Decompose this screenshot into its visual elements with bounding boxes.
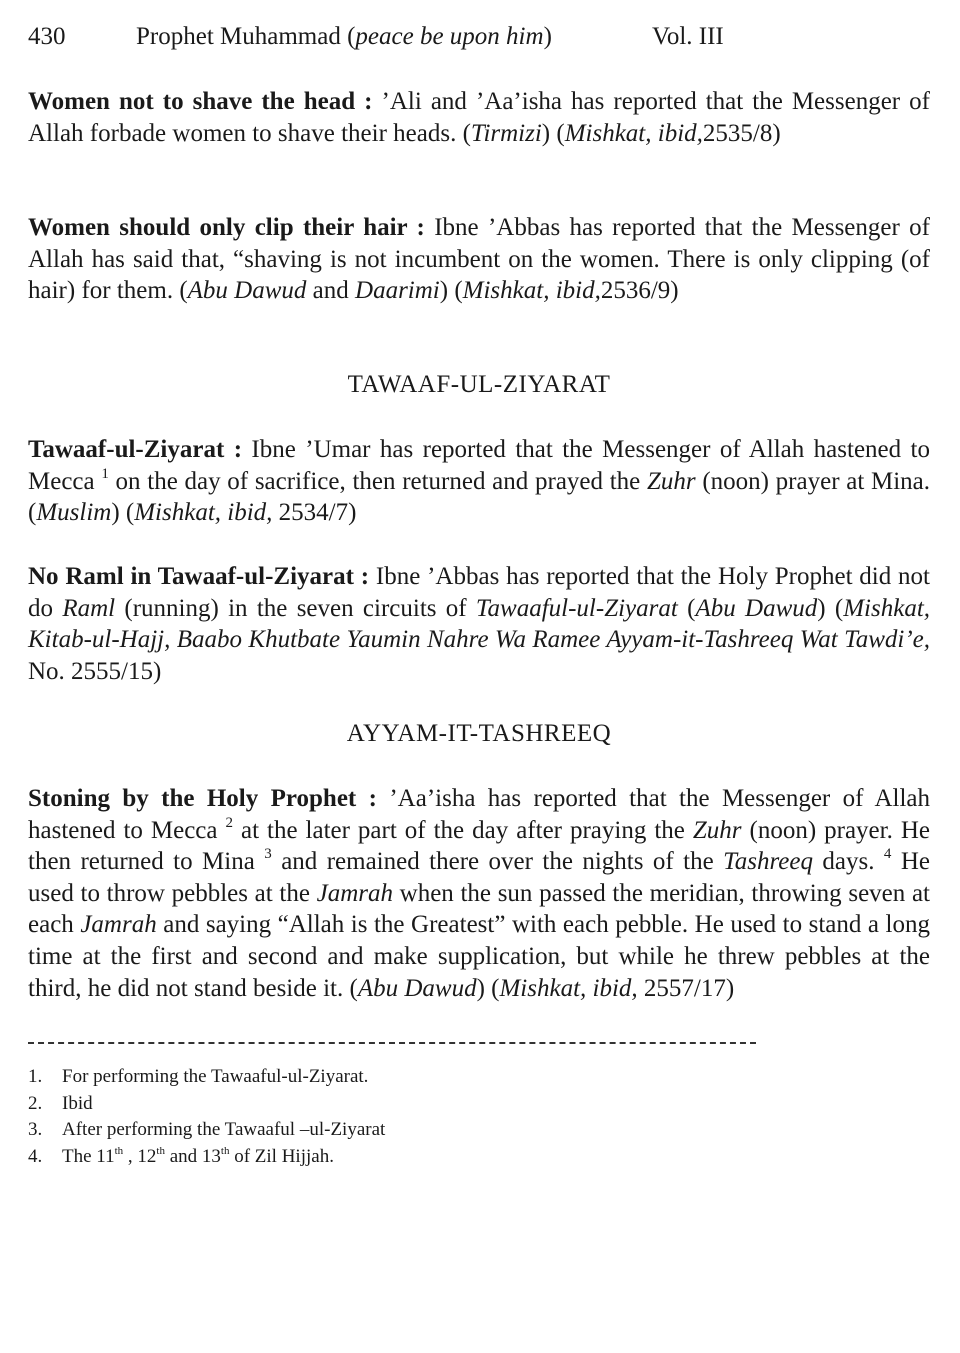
text-run: ) ( (541, 119, 565, 147)
text-run: of Zil Hijjah. (229, 1145, 334, 1167)
footnote-marker: th (220, 1144, 230, 1157)
text-run: 2536/9) (600, 277, 679, 305)
text-run: (noon) prayer. He then returned to Mina (28, 816, 930, 876)
paragraph-women-clip-hair (28, 212, 930, 307)
volume-label: Vol. III (652, 23, 724, 50)
text-run: and saying “Allah is the Greatest” with each pebble. He used to stand a long time at the first and second and make supplication, but while he threw pebbles at the third, he did not stand beside it. ( (28, 911, 930, 1002)
text-run: and 13 (164, 1145, 221, 1167)
footnote-item (28, 1064, 385, 1091)
book-title-main: Prophet Muhammad (136, 23, 341, 50)
text-run: He used to throw pebbles at the (28, 848, 930, 907)
text-run: and remained there over the nights of the (271, 848, 724, 876)
footnote-item (28, 1144, 385, 1171)
italic-citation: Mishkat, ibid, (134, 499, 273, 527)
footnotes-list (28, 1064, 385, 1170)
text-run: After performing the Tawaaful –ul-Ziyarat (62, 1119, 386, 1140)
text-run: ) ( (476, 974, 500, 1002)
book-title-honorific: peace be upon him (355, 23, 544, 50)
text-run: The 11 (62, 1145, 115, 1167)
footnote-number: 2. (28, 1092, 43, 1114)
paragraph-tawaaf-ul-ziyarat (28, 434, 930, 529)
footnote-marker: 1 (101, 465, 109, 482)
footnote-marker: th (114, 1144, 124, 1157)
text-run: on the day of sacrifice, then returned and prayed the (108, 467, 647, 495)
footnote-number: 1. (28, 1066, 43, 1087)
text-run: at the later part of the day after praying the (232, 816, 693, 844)
italic-citation: Abu Dawud (695, 594, 818, 622)
text-run: 2557/17) (637, 974, 735, 1002)
text-run: and (306, 277, 356, 305)
footnote-marker: 4 (883, 846, 892, 863)
italic-citation: Daarimi (355, 277, 440, 305)
text-run: (noon) prayer at Mina. ( (28, 467, 930, 527)
section-heading-ayyam-it-tashreeq: AYYAM-IT-TASHREEQ (346, 720, 612, 747)
italic-citation: Tawaaful-ul-Ziyarat (475, 594, 678, 622)
italic-citation: Mishkat, ibid, (564, 119, 703, 147)
paragraph-run-in-heading: Tawaaf-ul-Ziyarat : (28, 436, 243, 463)
paragraph-run-in-heading: Stoning by the Holy Prophet : (28, 785, 377, 812)
text-run: when the sun passed the meridian, throwing seven at each (28, 879, 930, 939)
italic-citation: Muslim (36, 499, 112, 527)
paragraph-women-not-shave (28, 86, 930, 149)
paragraph-no-raml (28, 561, 930, 687)
footnote-item (28, 1117, 385, 1144)
text-run: Ibne ’Umar has reported that the Messenger of Allah hastened to Mecca (28, 436, 930, 495)
paragraph-stoning (28, 783, 930, 1004)
text-run: ) ( (817, 594, 844, 622)
italic-citation: Jamrah (80, 911, 157, 939)
italic-citation: Mishkat, Kitab-ul-Hajj, Baabo Khutbate Yaumin Nahre Wa Ramee Ayyam-it-Tashreeq Wat Tawdi’e, (28, 594, 931, 654)
italic-citation: Mishkat, ibid, (499, 974, 638, 1002)
footnote-separator (28, 1042, 756, 1044)
footnote-item (28, 1091, 385, 1118)
text-run: Ibne ’Abbas has reported that the Messenger of Allah has said that, “shaving is not incumbent on the women. There is only clipping (of hair) for them. ( (28, 214, 930, 305)
page-number: 430 (28, 23, 66, 50)
text-run: , 12 (123, 1145, 157, 1167)
book-title: Prophet Muhammad (peace be upon him) (136, 23, 552, 50)
text-run: ’Aa’isha has reported that the Messenger of Allah hastened to Mecca (28, 785, 930, 844)
paragraph-run-in-heading: Women should only clip their hair : (28, 214, 425, 241)
italic-citation: Mishkat, ibid, (462, 277, 601, 305)
text-run: Ibne ’Abbas has reported that the Holy Prophet did not do (28, 563, 930, 622)
text-run: 2535/8) (702, 119, 781, 147)
text-run: ) ( (439, 277, 463, 305)
italic-citation: Abu Dawud (187, 277, 307, 305)
footnote-marker: 3 (264, 846, 272, 863)
text-run: days. (812, 848, 884, 876)
text-run: ’Ali and ’Aa’isha has reported that the Messenger of Allah forbade women to shave their heads. ( (28, 88, 930, 147)
italic-citation: Abu Dawud (357, 974, 477, 1002)
text-run: 2534/7) (272, 499, 357, 527)
paragraph-run-in-heading: Women not to shave the head : (28, 88, 373, 115)
footnote-number: 3. (28, 1119, 43, 1140)
italic-citation: Jamrah (316, 879, 393, 907)
footnote-marker: th (156, 1144, 165, 1157)
footnote-number: 4. (28, 1145, 43, 1167)
paragraph-run-in-heading: No Raml in Tawaaf-ul-Ziyarat : (28, 563, 370, 590)
text-run: For performing the Tawaaful-ul-Ziyarat. (62, 1066, 369, 1087)
text-run: Ibid (62, 1092, 93, 1114)
section-heading-tawaaf-ul-ziyarat: TAWAAF-UL-ZIYARAT (347, 371, 611, 398)
text-run: No. 2555/15) (28, 657, 162, 685)
italic-citation: Tashreeq (723, 848, 813, 876)
text-run: (running) in the seven circuits of (115, 594, 476, 622)
text-run: ( (677, 594, 696, 622)
italic-citation: Raml (62, 594, 116, 622)
italic-citation: Zuhr (692, 816, 742, 844)
italic-citation: Zuhr (646, 467, 696, 495)
text-run: ) ( (111, 499, 135, 527)
footnote-marker: 2 (225, 814, 233, 831)
italic-citation: Tirmizi (470, 119, 542, 147)
